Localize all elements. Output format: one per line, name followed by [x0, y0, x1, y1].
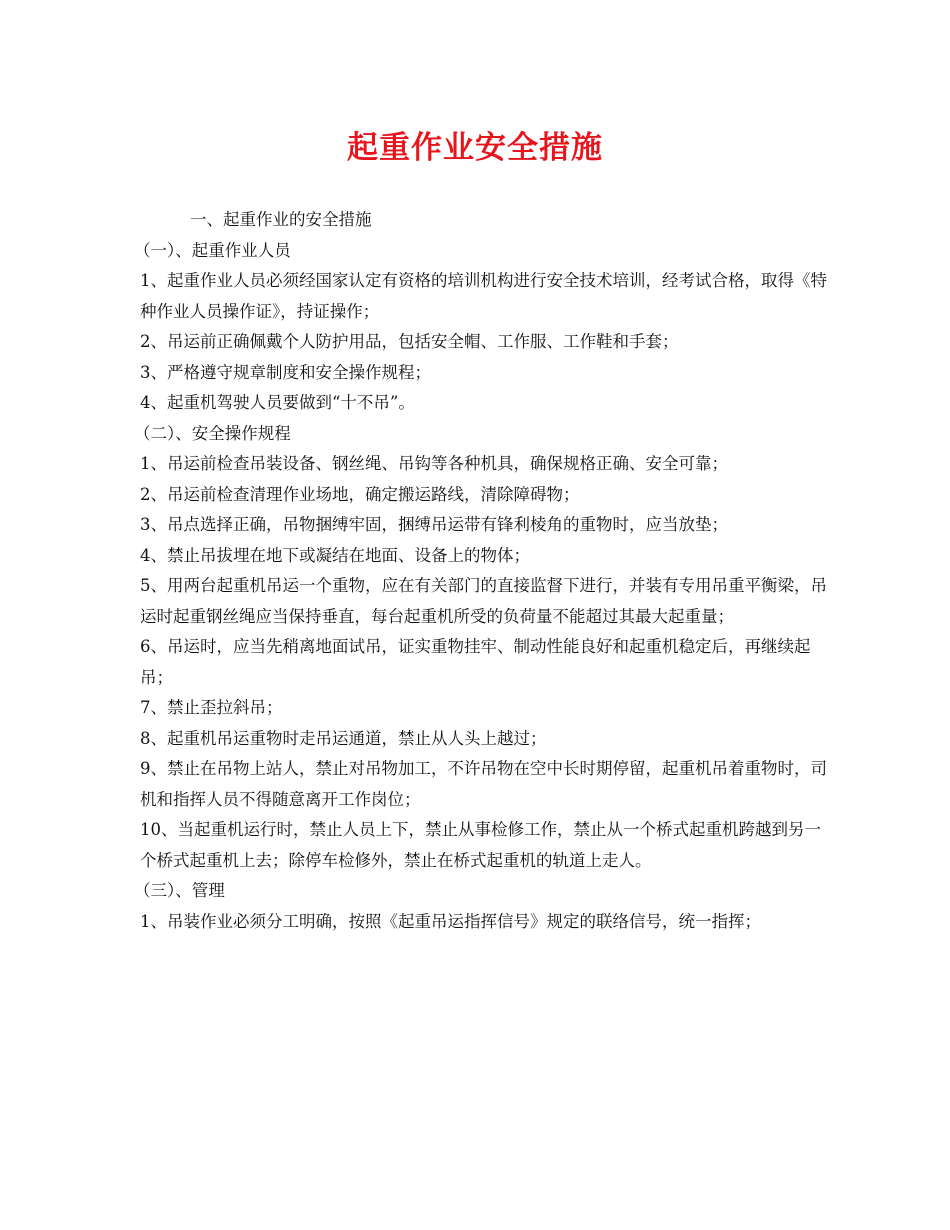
paragraph: 1、起重作业人员必须经国家认定有资格的培训机构进行安全技术培训，经考试合格，取得《特种作业人员操作证》，持证操作；	[140, 271, 827, 321]
document-body	[134, 205, 830, 937]
paragraph: 6、吊运时，应当先稍离地面试吊，证实重物挂牢、制动性能良好和起重机稳定后，再继续起吊；	[140, 637, 811, 687]
paragraph: 5、用两台起重机吊运一个重物，应在有关部门的直接监督下进行，并装有专用吊重平衡梁，吊运时起重钢丝绳应当保持垂直，每台起重机所受的负荷量不能超过其最大起重量；	[140, 576, 827, 626]
paragraph: 2、吊运前检查清理作业场地，确定搬运路线，清除障碍物；	[140, 484, 580, 504]
document-title: 起重作业安全措施	[347, 130, 603, 166]
paragraph: 9、禁止在吊物上站人，禁止对吊物加工，不许吊物在空中长时期停留，起重机吊着重物时，司机和指挥人员不得随意离开工作岗位；	[140, 759, 827, 809]
paragraph: 4、禁止吊拔埋在地下或凝结在地面、设备上的物体；	[140, 545, 530, 565]
subsection-heading: （一）、起重作业人员	[134, 240, 291, 260]
paragraph: 7、禁止歪拉斜吊；	[140, 698, 283, 717]
paragraph: 8、起重机吊运重物时走吊运通道，禁止从人头上越过；	[140, 728, 547, 748]
paragraph: 1、吊运前检查吊装设备、钢丝绳、吊钩等各种机具，确保规格正确、安全可靠；	[140, 454, 728, 473]
paragraph: 3、严格遵守规章制度和安全操作规程；	[140, 362, 431, 382]
paragraph: 2、吊运前正确佩戴个人防护用品，包括安全帽、工作服、工作鞋和手套；	[140, 332, 679, 351]
paragraph: 10、当起重机运行时，禁止人员上下，禁止从事检修工作，禁止从一个桥式起重机跨越到另一个桥式起重机上去；除停车检修外，禁止在桥式起重机的轨道上走人。	[140, 820, 821, 870]
paragraph: 1、吊装作业必须分工明确，按照《起重吊运指挥信号》规定的联络信号，统一指挥；	[140, 911, 761, 931]
subsection-heading: （二）、安全操作规程	[134, 423, 291, 443]
paragraph: 4、起重机驾驶人员要做到“十不吊”。	[140, 393, 415, 412]
section-heading: 一、起重作业的安全措施	[190, 210, 372, 229]
paragraph: 3、吊点选择正确，吊物捆缚牢固，捆缚吊运带有锋利棱角的重物时，应当放垫；	[140, 515, 728, 534]
subsection-heading: （三）、管理	[134, 881, 225, 900]
